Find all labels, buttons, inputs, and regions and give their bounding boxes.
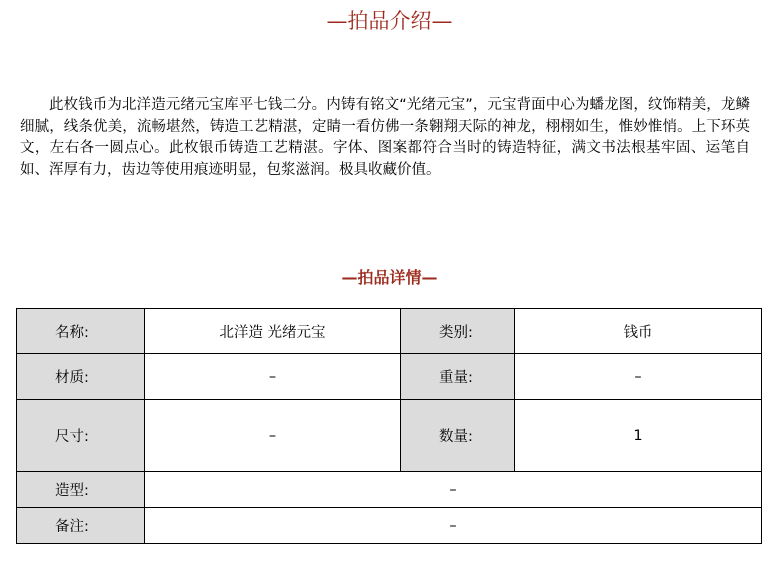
name-label: 名称: xyxy=(17,309,145,354)
material-value: – xyxy=(145,354,401,400)
details-heading: —拍品详情— xyxy=(341,268,438,287)
remark-label: 备注: xyxy=(17,508,145,544)
category-value: 钱币 xyxy=(515,309,762,354)
size-value: – xyxy=(145,400,401,472)
intro-heading: —拍品介绍— xyxy=(326,9,453,33)
shape-label: 造型: xyxy=(17,472,145,508)
table-row xyxy=(17,472,762,508)
table-row xyxy=(17,309,762,354)
quantity-label: 数量: xyxy=(401,400,515,472)
size-label: 尺寸: xyxy=(17,400,145,472)
details-table xyxy=(16,308,762,544)
name-value: 北洋造 光绪元宝 xyxy=(145,309,401,354)
table-row xyxy=(17,508,762,544)
quantity-value: 1 xyxy=(515,400,762,472)
remark-value: – xyxy=(145,508,762,544)
material-label: 材质: xyxy=(17,354,145,400)
shape-value: – xyxy=(145,472,762,508)
weight-value: – xyxy=(515,354,762,400)
intro-description: 此枚钱币为北洋造元绪元宝库平七钱二分。内铸有铭文“光绪元宝”，元宝背面中心为蟠龙图，纹饰精美，龙鳞细腻，线条优美，流畅堪然，铸造工艺精湛，定睛一看仿佛一条翱翔天际的神龙，栩栩如生，惟妙惟悄。上下环英文，左右各一圆点心。此枚银币铸造工艺精湛。字体、图案都符合当时的铸造特征，满文书法根基牢固、运笔自如、浑厚有力，齿边等使用痕迹明显，包浆滋润。极具收藏价值。 xyxy=(20,97,750,178)
table-row xyxy=(17,354,762,400)
table-row xyxy=(17,400,762,472)
weight-label: 重量: xyxy=(401,354,515,400)
category-label: 类别: xyxy=(401,309,515,354)
